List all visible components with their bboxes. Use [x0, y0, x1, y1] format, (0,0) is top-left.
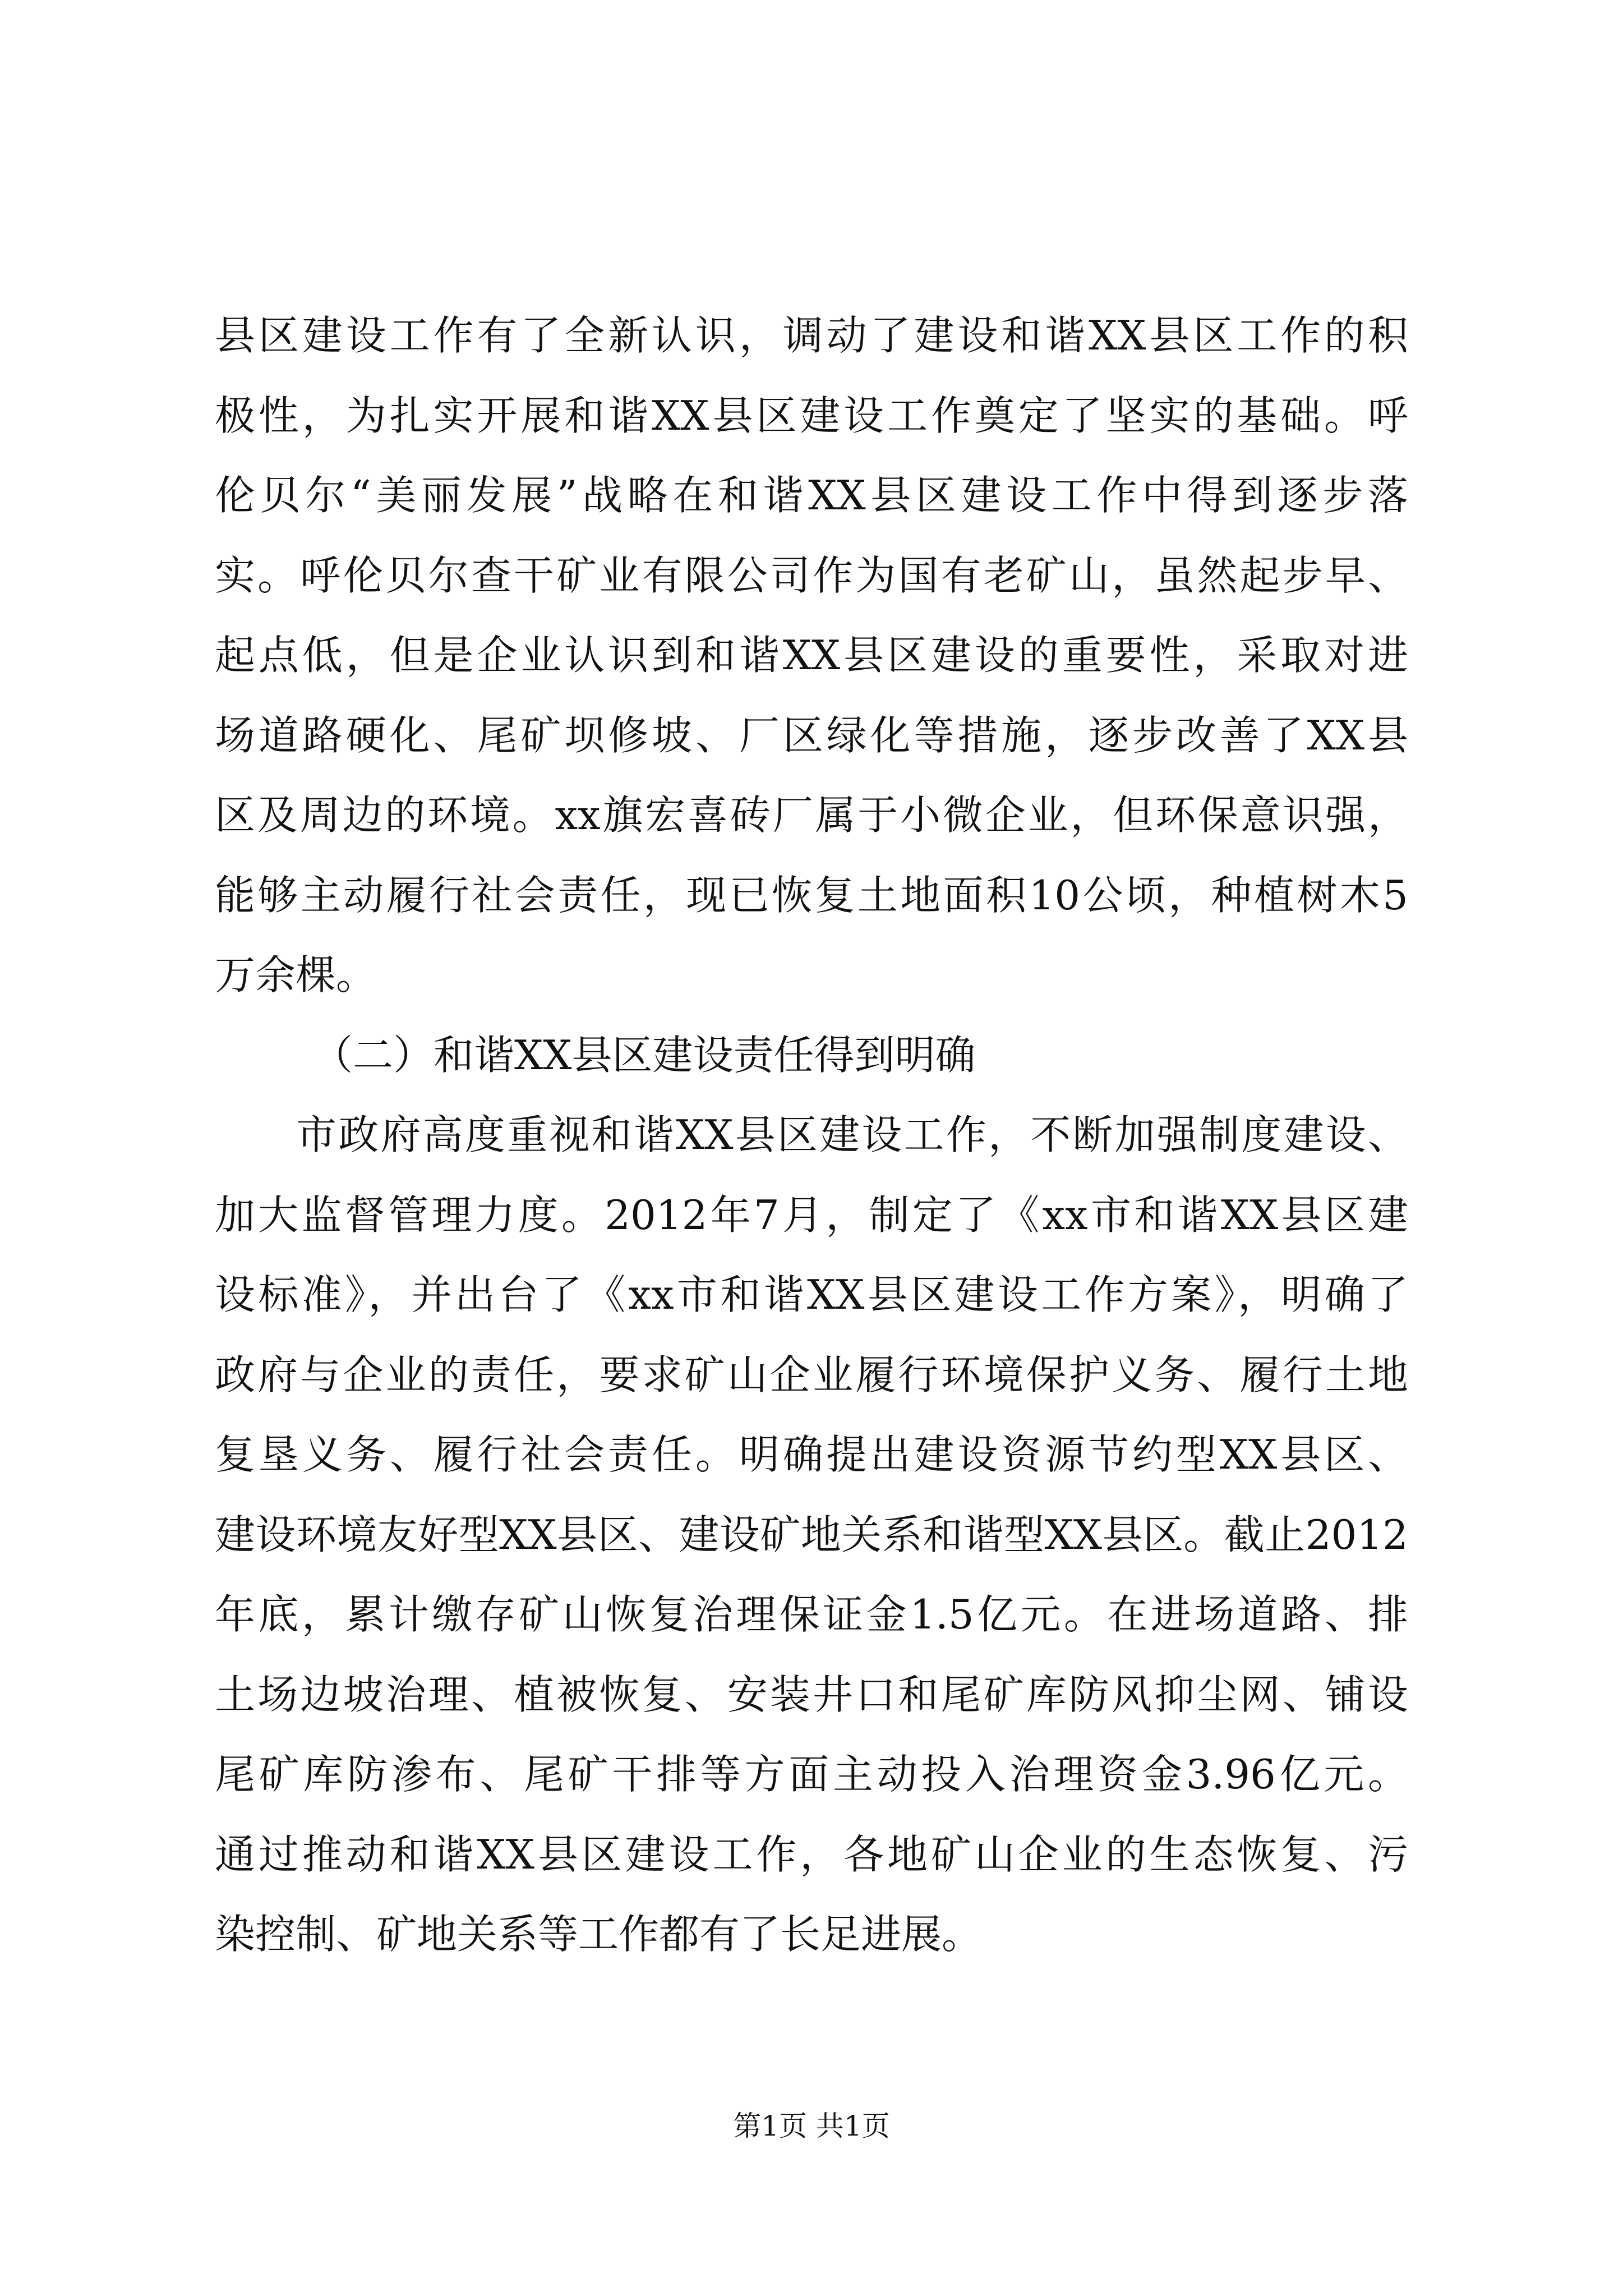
section-heading: （二）和谐XX县区建设责任得到明确	[312, 1031, 976, 1079]
text-line: 实。呼伦贝尔查干矿业有限公司作为国有老矿山，虽然起步早、	[215, 551, 1408, 599]
text-line: 尾矿库防渗布、尾矿干排等方面主动投入治理资金3.96亿元。	[215, 1751, 1408, 1798]
paragraph-1	[215, 296, 1408, 1015]
text-line: 土场边坡治理、植被恢复、安装井口和尾矿库防风抑尘网、铺设	[215, 1671, 1408, 1718]
text-line: 年底，累计缴存矿山恢复治理保证金1.5亿元。在进场道路、排	[215, 1591, 1408, 1638]
text-line: 通过推动和谐XX县区建设工作，各地矿山企业的生态恢复、污	[215, 1830, 1408, 1878]
text-line: 市政府高度重视和谐XX县区建设工作，不断加强制度建设、	[296, 1111, 1408, 1158]
text-line: 县区建设工作有了全新认识，调动了建设和谐XX县区工作的积	[215, 312, 1408, 359]
text-line: 加大监督管理力度。2012年7月，制定了《xx市和谐XX县区建	[215, 1191, 1408, 1239]
text-line: 万余棵。	[215, 951, 377, 999]
text-line: 起点低，但是企业认识到和谐XX县区建设的重要性，采取对进	[215, 632, 1408, 679]
text-line: 区及周边的环境。xx旗宏喜砖厂属于小微企业，但环保意识强，	[215, 792, 1408, 839]
text-line: 染控制、矿地关系等工作都有了长足进展。	[215, 1911, 983, 1958]
page-footer: 第1页 共1页	[733, 2110, 890, 2142]
text-line: 政府与企业的责任，要求矿山企业履行环境保护义务、履行土地	[215, 1351, 1408, 1398]
text-line: 建设环境友好型XX县区、建设矿地关系和谐型XX县区。截止2012	[215, 1511, 1408, 1558]
text-line: 极性，为扎实开展和谐XX县区建设工作奠定了坚实的基础。呼	[215, 392, 1408, 439]
text-line: 复垦义务、履行社会责任。明确提出建设资源节约型XX县区、	[215, 1431, 1408, 1478]
text-line: 设标准》，并出台了《xx市和谐XX县区建设工作方案》，明确了	[215, 1271, 1408, 1318]
text-line: 能够主动履行社会责任，现已恢复土地面积10公顷，种植树木5	[215, 871, 1408, 919]
text-line: 伦贝尔“美丽发展”战略在和谐XX县区建设工作中得到逐步落	[215, 472, 1408, 519]
text-line: 场道路硬化、尾矿坝修坡、厂区绿化等措施，逐步改善了XX县	[215, 711, 1408, 759]
document-body	[215, 296, 1408, 1975]
paragraph-2	[215, 1095, 1408, 1975]
